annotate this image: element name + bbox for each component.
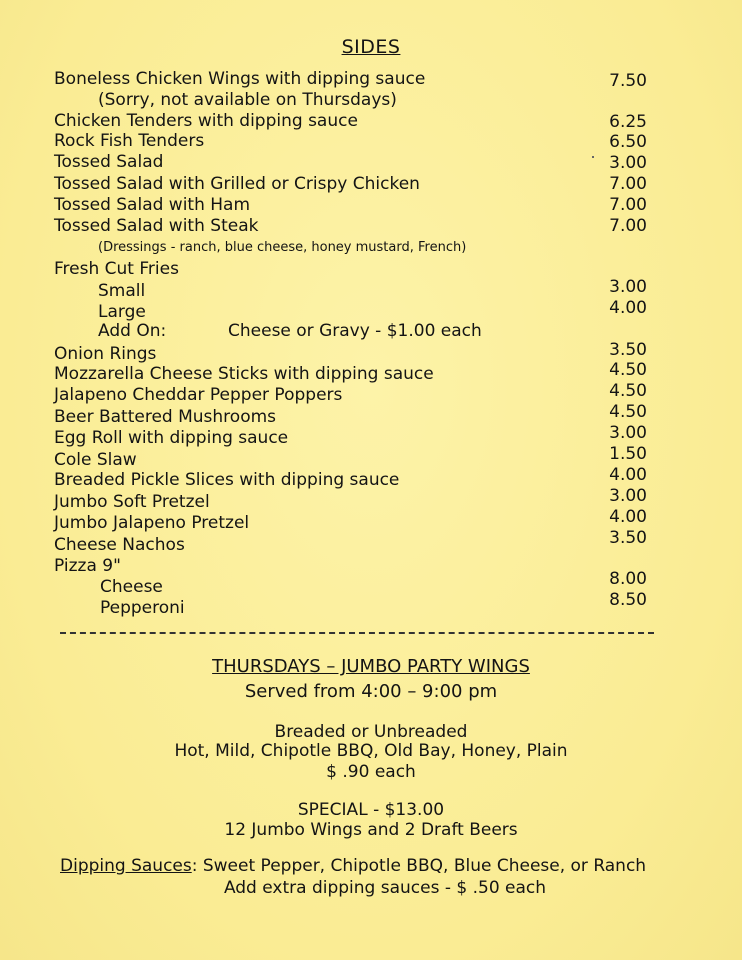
item-price: 3.50 [609,528,647,548]
item-name: Cheese Nachos [54,535,185,555]
item-price: 4.00 [609,298,647,318]
item-price: 8.00 [609,569,647,589]
item-price: 3.00 [609,153,647,173]
addon-text: Cheese or Gravy - $1.00 each [228,321,482,341]
stray-mark [592,156,594,158]
item-price: 7.00 [609,216,647,236]
menu-item [0,173,742,195]
item-price: 4.50 [609,360,647,380]
addon-label: Add On: [98,321,167,341]
menu-item [0,68,742,90]
item-name: Pizza 9" [54,556,121,576]
item-name: Tossed Salad with Grilled or Crispy Chicken [54,174,420,194]
menu-item [0,110,742,132]
item-name: Large [98,302,146,322]
item-name: Jumbo Soft Pretzel [54,492,210,512]
menu-item [0,528,742,556]
item-price: 3.50 [609,340,647,360]
item-name: Egg Roll with dipping sauce [54,428,289,448]
dipping-sauces-list: : Sweet Pepper, Chipotle BBQ, Blue Cheese, or Ranch [191,856,647,876]
item-name: Cole Slaw [54,450,137,470]
item-name: Rock Fish Tenders [54,131,205,151]
item-name: Fresh Cut Fries [54,259,179,279]
special-title: SPECIAL - $13.00 [297,800,445,820]
item-name: Boneless Chicken Wings with dipping sauce [54,69,426,89]
menu-note [0,89,742,111]
wing-price: $ .90 each [326,762,416,782]
item-price: 7.00 [609,195,647,215]
thursday-served: Served from 4:00 – 9:00 pm [244,681,498,702]
item-price: 8.50 [609,590,647,610]
wing-flavors: Hot, Mild, Chipotle BBQ, Old Bay, Honey, Plain [174,741,568,761]
item-price: 6.25 [609,112,647,132]
item-price: 3.00 [609,277,647,297]
menu-item [0,215,742,237]
menu-item [0,194,742,216]
item-price: 4.50 [609,402,647,422]
item-name: Jalapeno Cheddar Pepper Poppers [54,385,343,405]
item-price: 4.50 [609,381,647,401]
dressing-note: (Dressings - ranch, blue cheese, honey mustard, French) [98,240,467,255]
item-price: 3.00 [609,486,647,506]
item-price: 1.50 [609,444,647,464]
thursday-title: THURSDAYS – JUMBO PARTY WINGS [212,656,530,677]
item-price: 6.50 [609,132,647,152]
item-name: Small [98,281,146,301]
item-price: 7.00 [609,174,647,194]
dipping-sauces-label: Dipping Sauces [60,856,192,876]
menu-note [0,237,742,259]
item-name: Tossed Salad [54,152,164,172]
item-name: Breaded Pickle Slices with dipping sauce [54,470,400,490]
item-name: Mozzarella Cheese Sticks with dipping sauce [54,364,434,384]
item-name: Chicken Tenders with dipping sauce [54,111,358,131]
item-name: Tossed Salad with Steak [54,216,259,236]
item-name: Pepperoni [100,598,185,618]
item-name: Beer Battered Mushrooms [54,407,277,427]
dashed-divider [60,632,654,634]
menu-item [0,130,742,152]
special-desc: 12 Jumbo Wings and 2 Draft Beers [224,820,518,840]
menu-item [0,151,742,173]
item-price: 4.00 [609,507,647,527]
section-title: SIDES [341,36,401,58]
wing-style: Breaded or Unbreaded [274,722,468,742]
item-name: Cheese [100,577,163,597]
dipping-extra: Add extra dipping sauces - $ .50 each [223,878,547,898]
menu-item [0,590,742,619]
item-price: 7.50 [609,71,647,91]
item-name: Onion Rings [54,344,157,364]
item-name: Tossed Salad with Ham [54,195,251,215]
item-price: 3.00 [609,423,647,443]
item-note: (Sorry, not available on Thursdays) [98,90,397,110]
item-price: 4.00 [609,465,647,485]
dipping-sauces-line [60,856,646,876]
item-name: Jumbo Jalapeno Pretzel [54,513,250,533]
thursday-section-title [0,656,742,677]
